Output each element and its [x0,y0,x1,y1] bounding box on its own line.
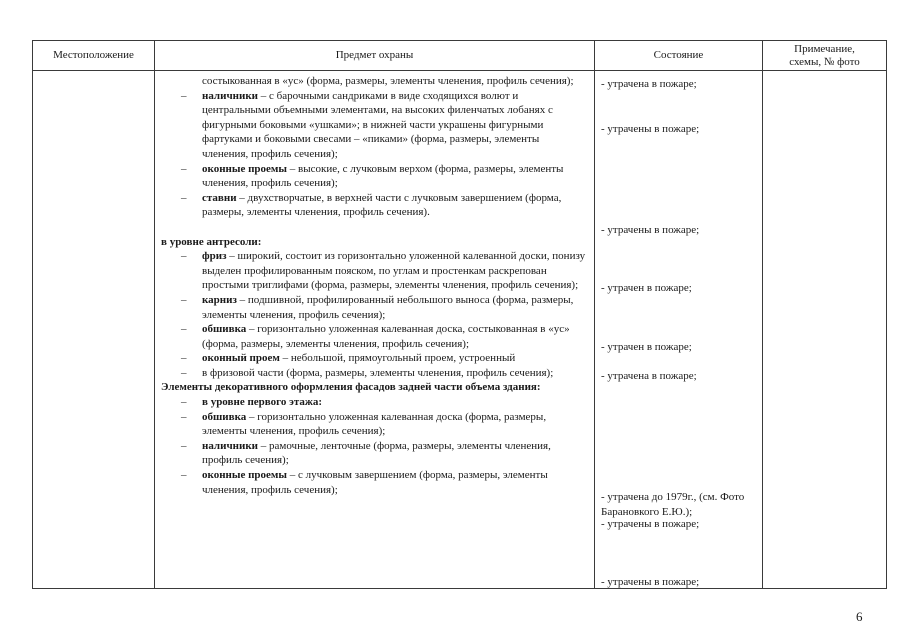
dash-marker: – [181,396,187,409]
location-cell [33,71,155,589]
item-description: в фризовой части (форма, размеры, элементы членения, профиль сечения); [202,366,554,379]
item-text [202,249,588,293]
item-text [202,366,588,381]
item-text [202,468,588,497]
item-term: наличники [202,439,258,452]
item-text: состыкованная в «ус» (форма, размеры, элементы членения, профиль сечения); [202,75,574,87]
bullet-item [181,322,588,351]
bullet-item [181,366,588,381]
dash-marker: – [181,89,187,102]
item-description: – двухстворчатые, в верхней части с лучковым завершением (форма, размеры, элементы членения, профиль сечения). [202,191,562,219]
bullet-item [181,439,588,468]
dash-marker: – [181,410,187,423]
state-entry: - утрачен в пожаре; [601,282,692,294]
state-entry: - утрачена до 1979г., (см. Фото Барановкого Е.Ю.); [601,491,745,518]
state-entry: - утрачены в пожаре; [601,518,700,530]
item-text [202,395,588,410]
item-term: наличники [202,89,258,102]
dash-marker: – [181,191,187,204]
state-entry: - утрачены в пожаре; [601,224,700,236]
item-term: оконный проем [202,352,280,365]
item-term: обшивка [202,323,247,336]
continued-item [181,74,588,89]
bullet-item [181,191,588,220]
item-description: – с барочными сандриками в виде сходящихся волют и центральными объемными элементами, на высоких филенчатых лобанях с фигурными боковыми «ушками»; в нижней части украшены фигурными фартуками и боковыми свесами – «пиками» (форма, размеры, элементы членения, профиль сечения); [202,89,553,160]
dash-marker: – [181,439,187,452]
item-description: – с лучковым завершением (форма, размеры, элементы членения, профиль сечения); [202,469,548,496]
protection-table [32,40,887,589]
state-entry: - утрачены в пожаре; [601,576,700,588]
item-description: – горизонтально уложенная калеванная доска, состыкованная в «ус» (форма, размеры, элементы членения, профиль сечения); [202,323,570,350]
item-description: – горизонтально уложенная калеванная доска (форма, размеры, элементы членения, профиль сечения); [202,410,547,438]
item-term: обшивка [202,410,247,423]
item-description: – небольшой, прямоугольный проем, устроенный [279,352,516,365]
dash-marker: – [181,293,187,306]
header-subject: Предмет охраны [155,41,595,71]
bullet-item [181,249,588,293]
item-description: – высокие, с лучковым верхом (форма, размеры, элементы членения, профиль сечения); [202,162,564,190]
item-description: – рамочные, ленточные (форма, размеры, элементы членения, профиль сечения); [202,439,551,467]
dash-marker: – [181,366,187,379]
header-state: Состояние [595,41,763,71]
state-entry: - утрачена в пожаре; [601,370,697,382]
item-text [202,293,588,322]
item-term: в уровне первого этажа: [202,396,323,409]
item-text [202,410,588,439]
state-entry: - утрачены в пожаре; [601,123,700,135]
bullet-item [181,468,588,497]
item-text [202,351,588,366]
page-number: 6 [856,609,863,624]
bullet-item [181,395,588,410]
bullet-item [181,410,588,439]
note-cell [763,71,887,589]
state-cell [595,71,763,589]
item-description: – подшивной, профилированный небольшого выноса (форма, размеры, элементы членения, профиль сечения); [202,293,574,321]
state-entry: - утрачен в пожаре; [601,341,692,353]
subject-cell [155,71,595,589]
dash-marker: – [181,469,187,482]
content-row [33,71,887,589]
header-row [33,41,887,71]
bullet-item [181,293,588,322]
item-text [202,162,588,191]
header-location: Местоположение [33,41,155,71]
item-term: оконные проемы [202,162,288,175]
header-note: Примечание, схемы, № фото [763,41,887,71]
dash-marker: – [181,323,187,336]
dash-marker: – [181,352,187,365]
item-text [202,191,588,220]
section-heading: в уровне антресоли: [161,235,262,248]
bullet-item [181,162,588,191]
item-text [202,439,588,468]
item-term: фриз [202,250,227,263]
bullet-item [181,351,588,366]
item-text [202,322,588,351]
item-text [202,89,588,162]
blank-line [161,220,588,235]
subject-list [155,71,594,499]
bullet-item [181,89,588,162]
dash-marker: – [181,250,187,263]
item-term: карниз [202,293,237,306]
state-entry: - утрачена в пожаре; [601,78,697,90]
item-term: оконные проемы [202,469,288,482]
dash-marker: – [181,162,187,175]
item-description: – широкий, состоит из горизонтально уложенной калеванной доски, понизу выделен профилированным пояском, по углам и простенкам раскрепован простыми триглифами (форма, размеры, элементы членения, профиль сечения); [202,250,586,292]
section-heading: Элементы декоративного оформления фасадов задней части объема здания: [161,381,541,394]
item-term: ставни [202,191,237,204]
